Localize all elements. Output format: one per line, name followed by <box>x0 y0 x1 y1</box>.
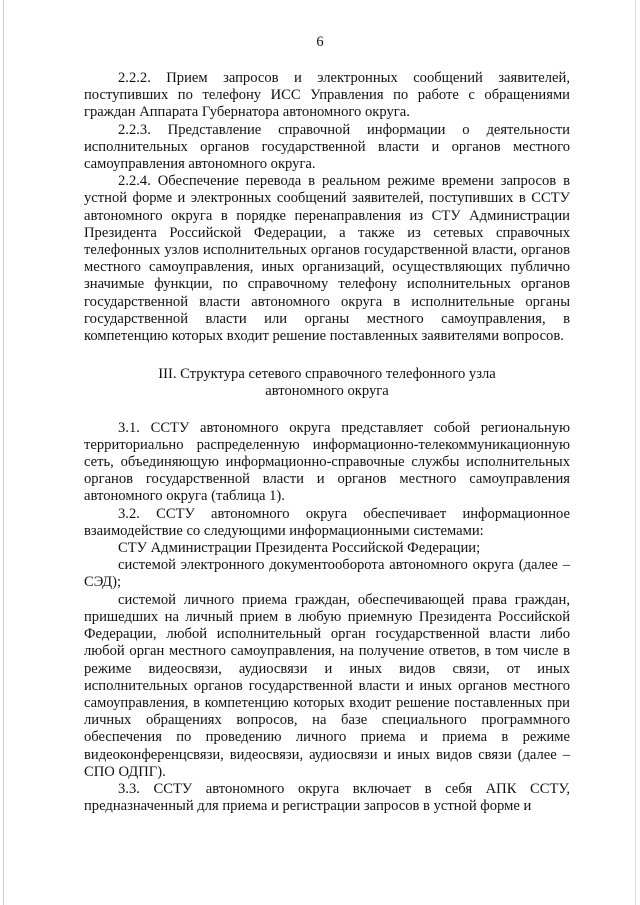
paragraph-3-3: 3.3. ССТУ автономного округа включает в себя АПК ССТУ, предназначенный для приема и регистрации запросов в устной форме и <box>84 780 570 815</box>
list-item-sed: системой электронного документооборота автономного округа (далее – СЭД); <box>84 557 570 591</box>
paragraph-3-2: 3.2. ССТУ автономного округа обеспечивает информационное взаимодействие со следующими информационными системами: <box>84 505 570 539</box>
scan-edge-right <box>635 0 636 905</box>
page-number: 6 <box>316 34 324 50</box>
section-heading-iii: III. Структура сетевого справочного телефонного узла автономного округа <box>158 366 496 400</box>
paragraph-2-2-4: 2.2.4. Обеспечение перевода в реальном режиме времени запросов в устной форме и электронных сообщений заявителей, поступивших в ССТУ автономного округа в порядке перенаправления из СТУ Администрации Президента Российской Федерации, а также из сетевых справочных телефонных узлов исполнительных органов государственной власти, органов местного самоуправления, иных организаций, осуществляющих публично значимые функции, по справочному телефону исполнительных органов государственной власти автономного округа в исполнительные органы государственной власти или органы местного самоуправления, в компетенцию которых входит решение поставленных заявителями вопросов. <box>84 173 570 345</box>
paragraph-2-2-3: 2.2.3. Представление справочной информации о деятельности исполнительных органов государственной власти и органов местного самоуправления автономного округа. <box>84 121 570 173</box>
list-item-spo-odpg: системой личного приема граждан, обеспечивающей права граждан, пришедших на личный прием в любую приемную Президента Российской Федерации, любой исполнительный орган государственной власти либо любой орган местного самоуправления, на получение ответов, в том числе в режиме видеосвязи, аудиосвязи и иных видов связи, от иных исполнительных органов государственной власти и иных органов местного самоуправления, в компетенцию которых входит решение поставленных при личных обращениях вопросов, на базе специального программного обеспечения по проведению личного приема и приема в режиме видеоконференцсвязи, видеосвязи, аудиосвязи и иных видов связи (далее – СПО ОДПГ). <box>84 591 570 780</box>
scan-edge-left <box>3 0 4 905</box>
list-item-stu: СТУ Администрации Президента Российской Федерации; <box>118 540 481 557</box>
paragraph-2-2-2: 2.2.2. Прием запросов и электронных сообщений заявителей, поступивших по телефону ИСС Управления по работе с обращениями граждан Аппарата Губернатора автономного округа. <box>84 70 570 121</box>
paragraph-3-1: 3.1. ССТУ автономного округа представляет собой региональную территориально распределенную информационно-телекоммуникационную сеть, объединяющую информационно-справочные службы исполнительных органов государственной власти и органов местного самоуправления автономного округа (таблица 1). <box>84 419 570 505</box>
document-body <box>84 70 570 815</box>
